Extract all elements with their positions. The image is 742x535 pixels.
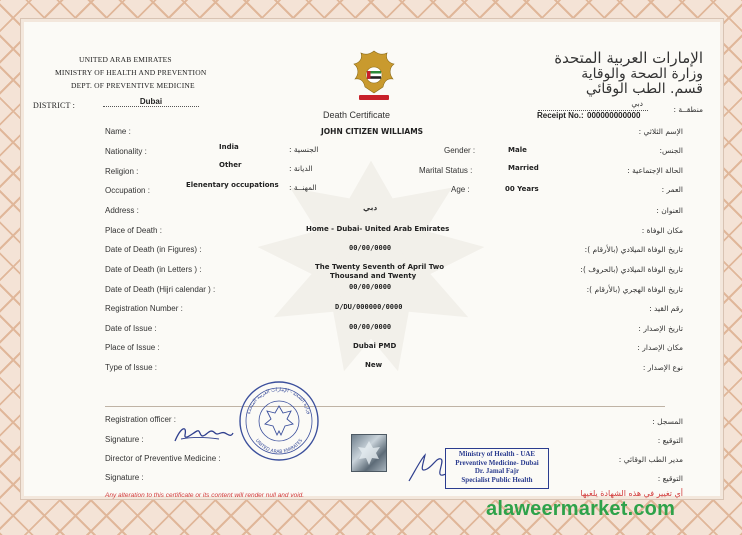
header-ar-ministry: وزارة الصحة والوقاية — [581, 66, 703, 82]
header-ministry: MINISTRY OF HEALTH AND PREVENTION — [55, 68, 207, 77]
registration-officer-label: Registration officer : — [105, 415, 176, 424]
date-letters-label: Date of Death (in Letters ) : — [105, 265, 202, 274]
date-figures-label: Date of Death (in Figures) : — [105, 245, 202, 254]
address-label: Address : — [105, 206, 139, 215]
type-issue-ar-label: نوع الإصدار : — [642, 363, 683, 372]
type-issue-value: New — [365, 361, 383, 369]
nationality-label: Nationality : — [105, 147, 147, 156]
marital-value: Married — [508, 164, 539, 172]
place-issue-value: Dubai PMD — [353, 342, 397, 350]
stamp-line-3: Dr. Jamal Fajr — [474, 467, 520, 476]
hologram-sticker — [351, 434, 387, 472]
date-issue-label: Date of Issue : — [105, 324, 157, 333]
gender-label: Gender : — [444, 146, 476, 155]
header-country: UNITED ARAB EMIRATES — [79, 55, 172, 64]
ar-district-label: منطقــة : — [673, 105, 703, 114]
stamp-line-1: Ministry of Health - UAE — [458, 450, 536, 458]
district-label: DISTRICT : — [33, 101, 76, 110]
place-of-death-label: Place of Death : — [105, 226, 162, 235]
svg-text:UNITED ARAB EMIRATES — [254, 438, 304, 455]
receipt-label: Receipt No.: — [537, 111, 584, 120]
gender-value: Male — [508, 146, 527, 154]
date-letters-value-line2: Thousand and Twenty — [330, 272, 417, 280]
address-value: دبي — [363, 203, 378, 212]
occupation-value: Elenentary occupations — [186, 181, 279, 189]
header-ar-dept: قسم. الطب الوقائي — [585, 81, 703, 97]
section-divider — [105, 406, 665, 407]
nationality-ar-label: الجنسية : — [289, 145, 319, 154]
seal-top-text: وزارة الصحة - الإمارات العربية المتحدة — [245, 386, 313, 415]
religion-value: Other — [219, 161, 242, 169]
header-dept: DEPT. OF PREVENTIVE MEDICINE — [71, 81, 195, 90]
gender-ar-label: الجنس: — [659, 146, 683, 155]
place-issue-label: Place of Issue : — [105, 343, 160, 352]
director-ar-label: مدير الطب الوقائي : — [618, 455, 683, 464]
district-value: Dubai — [103, 97, 199, 107]
date-hijri-ar-label: تاريخ الوفاة الهجري (بالأرقام ): — [586, 285, 683, 294]
officer-signature-icon — [171, 421, 235, 447]
director-label: Director of Preventive Medicine : — [105, 454, 221, 463]
certificate-title: Death Certificate — [323, 110, 391, 120]
official-seal-icon — [237, 379, 321, 463]
signature-1-ar-label: التوقيع : — [657, 436, 683, 445]
place-of-death-value: Home - Dubai- United Arab Emirates — [306, 225, 450, 233]
place-issue-ar-label: مكان الإصدار : — [637, 343, 683, 352]
age-value: 00 Years — [505, 185, 539, 193]
signature-1-label: Signature : — [105, 435, 144, 444]
seal-bottom-text: UNITED ARAB EMIRATES — [253, 438, 305, 456]
watermark-link[interactable]: alaweermarket.com — [486, 498, 676, 520]
warning-ar: أي تغيير في هذه الشهادة يلغيها — [580, 489, 683, 498]
date-figures-ar-label: تاريخ الوفاة الميلادي (بالأرقام ): — [584, 245, 683, 254]
date-issue-ar-label: تاريخ الإصدار : — [638, 324, 683, 333]
name-label: Name : — [105, 127, 131, 136]
header-ar-country: الإمارات العربية المتحدة — [554, 49, 703, 67]
receipt-value: 000000000000 — [587, 111, 641, 120]
name-ar-label: الإسم الثلاثي : — [638, 127, 683, 136]
doctor-stamp — [445, 448, 549, 489]
age-ar-label: العمر : — [661, 185, 683, 194]
age-label: Age : — [451, 185, 470, 194]
religion-label: Religion : — [105, 167, 139, 176]
nationality-value: India — [219, 143, 239, 151]
place-of-death-ar-label: مكان الوفاة : — [641, 226, 683, 235]
date-letters-value-line1: The Twenty Seventh of April Two — [315, 263, 445, 271]
marital-label: Marital Status : — [419, 166, 473, 175]
stamp-line-4: Specialist Public Health — [461, 475, 533, 484]
name-value: JOHN CITIZEN WILLIAMS — [321, 127, 424, 136]
registration-officer-ar-label: المسجل : — [652, 417, 683, 426]
hologram-emblem-icon — [352, 435, 386, 471]
marital-ar-label: الحالة الإجتماعية : — [627, 166, 683, 175]
uae-emblem-icon — [351, 49, 397, 103]
registration-ar-label: رقم القيد : — [649, 304, 683, 313]
date-issue-value: 00/00/0000 — [349, 323, 392, 331]
ar-district-value: دبي — [631, 99, 643, 108]
warning-en: Any alteration to this certificate or its content will render null and void. — [105, 492, 305, 499]
date-figures-value: 00/00/0000 — [349, 244, 392, 252]
address-ar-label: العنوان : — [656, 206, 683, 215]
registration-label: Registration Number : — [105, 304, 183, 313]
registration-value: D/DU/000000/0000 — [335, 303, 403, 311]
signature-2-ar-label: التوقيع : — [657, 474, 683, 483]
certificate-sheet — [20, 18, 724, 500]
date-hijri-label: Date of Death (Hijri calendar ) : — [105, 285, 216, 294]
occupation-ar-label: المهنــة : — [289, 183, 317, 192]
religion-ar-label: الديانة : — [289, 164, 313, 173]
date-letters-ar-label: تاريخ الوفاة الميلادي (بالحروف ): — [580, 265, 683, 274]
date-hijri-value: 00/00/0000 — [349, 283, 392, 291]
signature-2-label: Signature : — [105, 473, 144, 482]
type-issue-label: Type of Issue : — [105, 363, 158, 372]
stamp-line-2: Preventive Medicine- Dubai — [455, 458, 539, 467]
occupation-label: Occupation : — [105, 186, 150, 195]
